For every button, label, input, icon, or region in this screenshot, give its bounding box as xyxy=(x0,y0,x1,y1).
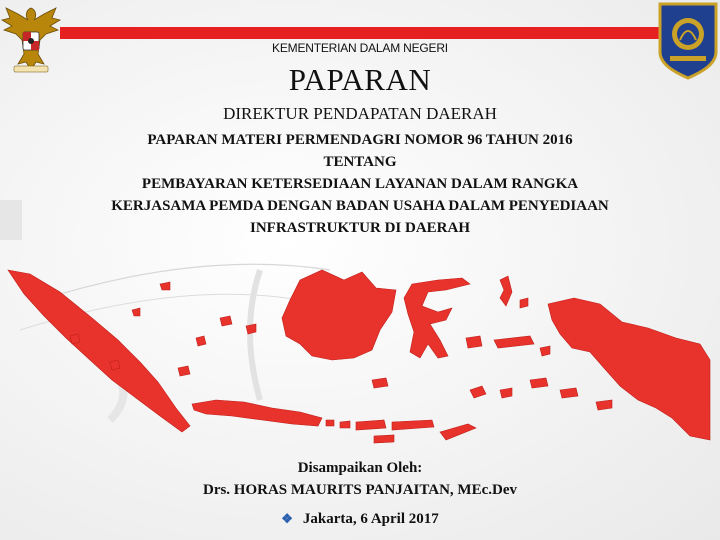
small-island xyxy=(540,346,550,356)
small-island xyxy=(596,400,612,410)
indonesia-map xyxy=(0,240,720,470)
description-line: PEMBAYARAN KETERSEDIAAN LAYANAN DALAM RANGKA xyxy=(141,176,579,192)
ministry-name: KEMENTERIAN DALAM NEGERI xyxy=(272,41,448,55)
footer xyxy=(0,511,720,528)
small-island xyxy=(178,366,190,376)
papua-island xyxy=(548,298,710,440)
small-island xyxy=(372,378,388,388)
small-island xyxy=(470,386,486,398)
small-island xyxy=(132,308,140,316)
diamond-bullet-icon: ❖ xyxy=(281,511,293,526)
small-island xyxy=(560,388,578,398)
bali-island xyxy=(326,420,334,426)
description-line: PAPARAN MATERI PERMENDAGRI NOMOR 96 TAHUN 2016 xyxy=(147,132,573,148)
kalimantan-island xyxy=(282,270,396,360)
small-island xyxy=(110,360,120,370)
presenter-name: Drs. HORAS MAURITS PANJAITAN, MEc.Dev xyxy=(202,482,517,498)
small-island xyxy=(520,298,528,308)
timor-island xyxy=(440,424,476,440)
description-line: KERJASAMA PEMDA DENGAN BADAN USAHA DALAM PENYEDIAAN xyxy=(111,198,609,214)
small-island xyxy=(220,316,232,326)
description-line: INFRASTRUKTUR DI DAERAH xyxy=(249,220,471,236)
seram-island xyxy=(494,336,534,348)
description-line: TENTANG xyxy=(323,154,397,170)
flores-island xyxy=(392,420,434,430)
slide-subtitle: DIREKTUR PENDAPATAN DAERAH xyxy=(223,104,497,123)
small-island xyxy=(160,282,170,290)
place-date: Jakarta, 6 April 2017 xyxy=(302,511,439,527)
sumbawa-island xyxy=(356,420,386,430)
presenter-label: Disampaikan Oleh: xyxy=(297,460,423,476)
slide-title: PAPARAN xyxy=(288,62,432,97)
small-island xyxy=(246,324,256,334)
presenter-block xyxy=(0,457,720,501)
slide-description xyxy=(40,129,680,239)
small-island xyxy=(500,388,512,398)
header-red-bar xyxy=(60,27,708,39)
sulawesi-island xyxy=(404,278,470,358)
halmahera-island xyxy=(500,276,512,306)
small-island xyxy=(196,336,206,346)
small-island xyxy=(70,334,80,344)
sumatra-island xyxy=(8,270,190,432)
sumba-island xyxy=(374,435,394,443)
buru-island xyxy=(466,336,482,348)
small-island xyxy=(530,378,548,388)
lombok-island xyxy=(340,421,350,428)
java-island xyxy=(192,400,322,426)
